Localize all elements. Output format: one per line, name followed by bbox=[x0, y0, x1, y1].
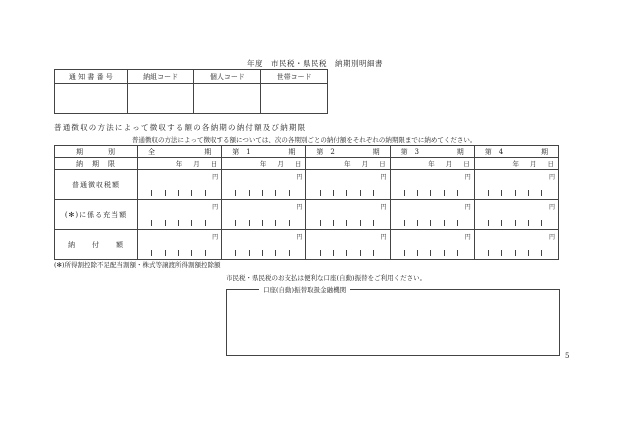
digit-tick bbox=[333, 220, 334, 226]
notice-number-header: 通 知 書 番 号 bbox=[55, 70, 128, 84]
amount-cell[interactable]: 円 bbox=[474, 230, 558, 260]
period-row bbox=[55, 146, 559, 158]
amount-cell[interactable]: 円 bbox=[138, 170, 222, 200]
due-date-cell[interactable]: 年 月 日 bbox=[222, 158, 306, 170]
digit-tick bbox=[249, 250, 250, 256]
due-date-cell[interactable]: 年 月 日 bbox=[306, 158, 390, 170]
amount-cell[interactable]: 円 bbox=[222, 230, 306, 260]
installment-table bbox=[54, 145, 559, 260]
digit-tick bbox=[275, 220, 276, 226]
amount-cell[interactable]: 円 bbox=[222, 200, 306, 230]
digit-tick bbox=[417, 250, 418, 256]
digit-tick bbox=[417, 220, 418, 226]
digit-tick bbox=[205, 220, 206, 226]
digit-tick bbox=[346, 250, 347, 256]
digit-tick bbox=[360, 190, 361, 196]
digit-tick bbox=[373, 250, 374, 256]
amount-row-label: (✻)に係る充当額 bbox=[55, 200, 138, 230]
digit-tick bbox=[165, 190, 166, 196]
amount-cell[interactable]: 円 bbox=[390, 200, 474, 230]
digit-tick bbox=[320, 220, 321, 226]
digit-tick bbox=[191, 190, 192, 196]
amount-row-allocation bbox=[55, 200, 559, 230]
digit-tick bbox=[346, 190, 347, 196]
digit-tick bbox=[528, 220, 529, 226]
bank-box[interactable] bbox=[226, 289, 560, 356]
digit-tick bbox=[404, 220, 405, 226]
digit-tick bbox=[289, 220, 290, 226]
section-heading: 普通徴収の方法によって徴収する額の各納期の納付額及び納期限 bbox=[54, 123, 307, 132]
due-date-cell[interactable]: 年 月 日 bbox=[138, 158, 222, 170]
digit-tick bbox=[178, 220, 179, 226]
digit-tick bbox=[191, 250, 192, 256]
digit-tick bbox=[444, 250, 445, 256]
digit-tick bbox=[191, 220, 192, 226]
digit-tick bbox=[488, 250, 489, 256]
digit-tick bbox=[515, 250, 516, 256]
digit-tick bbox=[404, 190, 405, 196]
digit-tick bbox=[360, 250, 361, 256]
payment-note: 市民税・県民税のお支払は便利な口座(自動)振替をご利用ください。 bbox=[226, 274, 427, 282]
personal-code-field[interactable] bbox=[194, 84, 261, 114]
digit-tick bbox=[444, 220, 445, 226]
digit-tick bbox=[205, 190, 206, 196]
digit-tick bbox=[541, 190, 542, 196]
digit-tick bbox=[151, 220, 152, 226]
amount-cell[interactable]: 円 bbox=[390, 170, 474, 200]
digit-tick bbox=[262, 250, 263, 256]
digit-tick bbox=[488, 190, 489, 196]
digit-tick bbox=[249, 220, 250, 226]
digit-tick bbox=[515, 220, 516, 226]
period-label: 期 別 bbox=[55, 146, 138, 158]
digit-tick bbox=[430, 190, 431, 196]
digit-tick bbox=[444, 190, 445, 196]
digit-tick bbox=[430, 220, 431, 226]
digit-tick bbox=[165, 220, 166, 226]
digit-tick bbox=[333, 250, 334, 256]
digit-tick bbox=[289, 190, 290, 196]
digit-tick bbox=[457, 250, 458, 256]
period-column: 第 1 期 bbox=[222, 146, 306, 158]
digit-tick bbox=[151, 250, 152, 256]
digit-tick bbox=[501, 250, 502, 256]
digit-tick bbox=[541, 220, 542, 226]
digit-tick bbox=[488, 220, 489, 226]
digit-tick bbox=[417, 190, 418, 196]
amount-row-tax bbox=[55, 170, 559, 200]
personal-code-header: 個人コード bbox=[194, 70, 261, 84]
period-column: 第 3 期 bbox=[390, 146, 474, 158]
digit-tick bbox=[235, 190, 236, 196]
amount-cell[interactable]: 円 bbox=[474, 200, 558, 230]
digit-tick bbox=[373, 190, 374, 196]
digit-tick bbox=[165, 250, 166, 256]
digit-tick bbox=[235, 220, 236, 226]
amount-cell[interactable]: 円 bbox=[306, 230, 390, 260]
amount-cell[interactable]: 円 bbox=[138, 230, 222, 260]
digit-tick bbox=[346, 220, 347, 226]
amount-cell[interactable]: 円 bbox=[390, 230, 474, 260]
group-code-field[interactable] bbox=[127, 84, 194, 114]
period-column: 第 2 期 bbox=[306, 146, 390, 158]
identification-table bbox=[54, 69, 328, 114]
digit-tick bbox=[275, 250, 276, 256]
digit-tick bbox=[457, 190, 458, 196]
digit-tick bbox=[360, 220, 361, 226]
due-date-row bbox=[55, 158, 559, 170]
digit-tick bbox=[205, 250, 206, 256]
amount-row-payment bbox=[55, 230, 559, 260]
digit-tick bbox=[289, 250, 290, 256]
digit-tick bbox=[178, 250, 179, 256]
amount-cell[interactable]: 円 bbox=[306, 200, 390, 230]
digit-tick bbox=[151, 190, 152, 196]
amount-cell[interactable]: 円 bbox=[306, 170, 390, 200]
digit-tick bbox=[262, 220, 263, 226]
due-date-cell[interactable]: 年 月 日 bbox=[474, 158, 558, 170]
bank-caption: 口座(自動)振替取扱金融機関 bbox=[259, 285, 350, 294]
period-column: 第 4 期 bbox=[474, 146, 558, 158]
page-number: 5 bbox=[565, 352, 570, 360]
due-date-cell[interactable]: 年 月 日 bbox=[390, 158, 474, 170]
amount-cell[interactable]: 円 bbox=[222, 170, 306, 200]
instruction-note: 普通徴収の方法によって徴収する額については、次の各期別ごとの納付額をそれぞれの納期限までに納めてください。 bbox=[132, 136, 477, 144]
digit-tick bbox=[333, 190, 334, 196]
digit-tick bbox=[249, 190, 250, 196]
amount-cell[interactable]: 円 bbox=[474, 170, 558, 200]
digit-tick bbox=[235, 250, 236, 256]
document-title: 年度 市民税・県民税 納期別明細書 bbox=[247, 59, 383, 68]
digit-tick bbox=[178, 190, 179, 196]
household-code-field[interactable] bbox=[261, 84, 328, 114]
digit-tick bbox=[430, 250, 431, 256]
footnote: (✻)所得割控除不足配当割額・株式等譲渡所得割額控除額 bbox=[54, 261, 221, 269]
due-date-label: 納 期 限 bbox=[55, 158, 138, 170]
digit-tick bbox=[515, 190, 516, 196]
household-code-header: 世帯コード bbox=[261, 70, 328, 84]
group-code-header: 納組コード bbox=[127, 70, 194, 84]
notice-number-field[interactable] bbox=[55, 84, 128, 114]
digit-tick bbox=[320, 250, 321, 256]
amount-row-label: 普通徴収税額 bbox=[55, 170, 138, 200]
amount-row-label: 納 付 額 bbox=[55, 230, 138, 260]
digit-tick bbox=[373, 220, 374, 226]
digit-tick bbox=[262, 190, 263, 196]
digit-tick bbox=[501, 190, 502, 196]
digit-tick bbox=[320, 190, 321, 196]
digit-tick bbox=[501, 220, 502, 226]
amount-cell[interactable]: 円 bbox=[138, 200, 222, 230]
digit-tick bbox=[528, 190, 529, 196]
digit-tick bbox=[275, 190, 276, 196]
period-column: 全 期 bbox=[138, 146, 222, 158]
digit-tick bbox=[404, 250, 405, 256]
digit-tick bbox=[457, 220, 458, 226]
digit-tick bbox=[528, 250, 529, 256]
digit-tick bbox=[541, 250, 542, 256]
